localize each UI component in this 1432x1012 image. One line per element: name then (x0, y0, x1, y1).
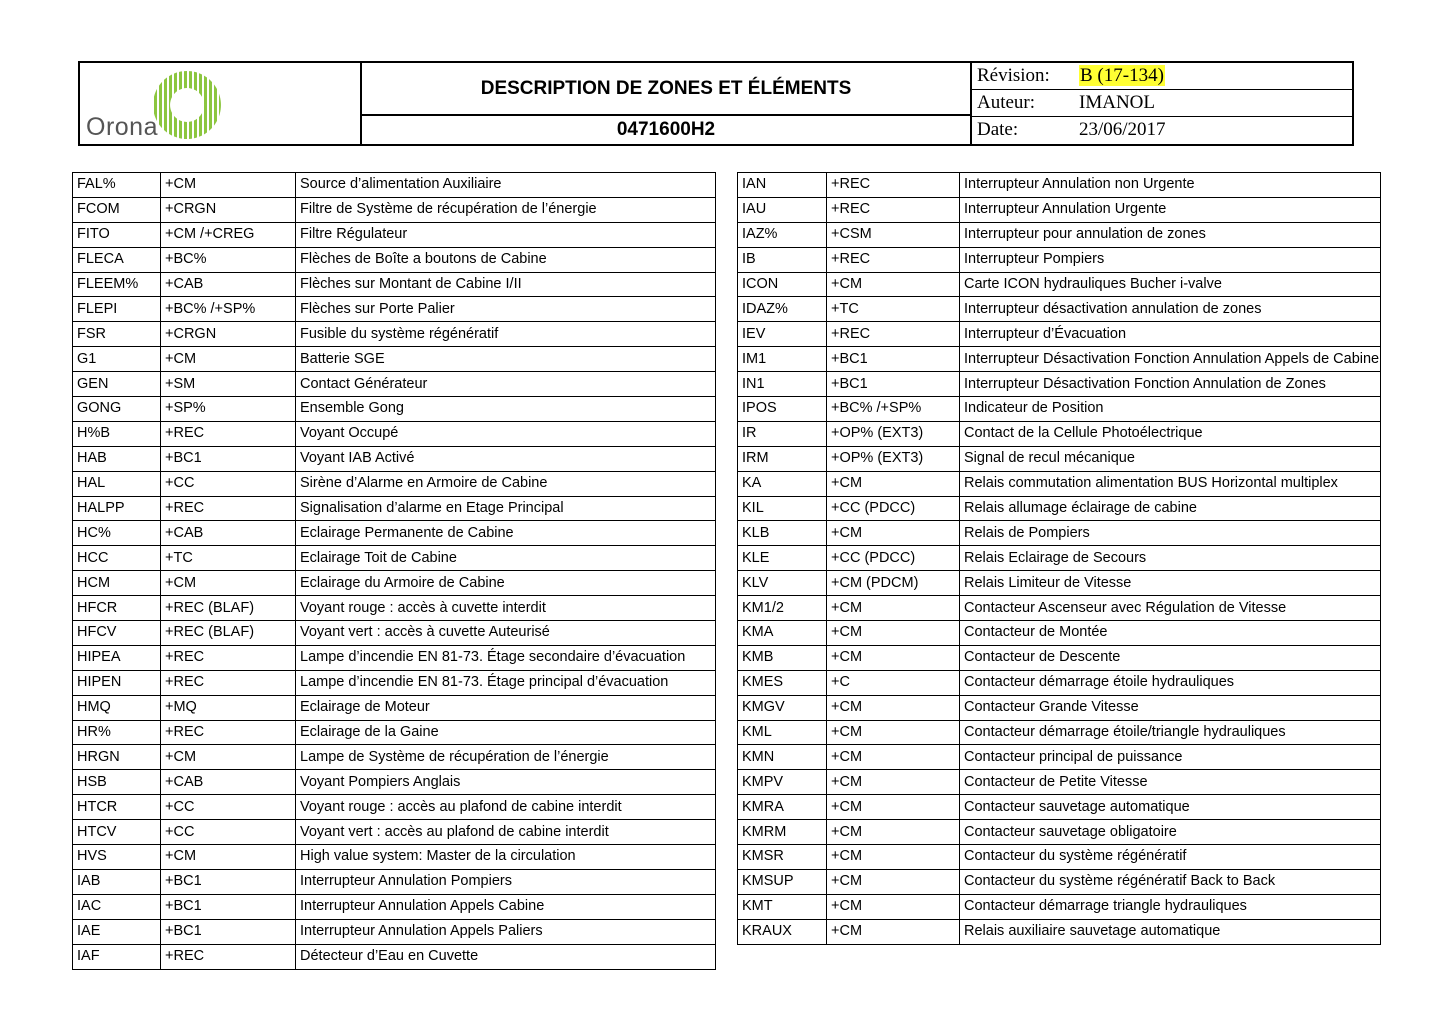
description-cell: Carte ICON hydrauliques Bucher i-valve (960, 272, 1381, 297)
location-cell: +CM /+CREG (161, 222, 296, 247)
location-cell: +REC (161, 670, 296, 695)
table-row (73, 471, 716, 496)
description-cell: Signalisation d’alarme en Etage Principal (296, 496, 716, 521)
table-row (73, 845, 716, 870)
description-cell: Sirène d’Alarme en Armoire de Cabine (296, 471, 716, 496)
title-cell (362, 63, 972, 144)
description-cell: Voyant vert : accès au plafond de cabine interdit (296, 820, 716, 845)
table-row (738, 670, 1381, 695)
codes-table-right (737, 172, 1381, 945)
code-cell: FSR (73, 322, 161, 347)
table-row (738, 919, 1381, 944)
table-row (73, 944, 716, 969)
code-cell: GEN (73, 372, 161, 397)
code-cell: KLV (738, 571, 827, 596)
code-cell: HCC (73, 546, 161, 571)
description-cell: Relais de Pompiers (960, 521, 1381, 546)
codes-table-left (72, 172, 716, 970)
table-row (73, 397, 716, 422)
revision-row (972, 63, 1352, 90)
code-cell: IRM (738, 446, 827, 471)
table-row (73, 770, 716, 795)
table-row (73, 546, 716, 571)
table-row (73, 745, 716, 770)
code-cell: KM1/2 (738, 596, 827, 621)
location-cell: +CM (827, 820, 960, 845)
table-row (738, 521, 1381, 546)
description-cell: Voyant IAB Activé (296, 446, 716, 471)
location-cell: +CM (827, 919, 960, 944)
code-cell: IM1 (738, 347, 827, 372)
table-row (738, 347, 1381, 372)
location-cell: +CM (827, 645, 960, 670)
code-cell: IDAZ% (738, 297, 827, 322)
date-label: Date: (977, 119, 1019, 140)
description-cell: Voyant vert : accès à cuvette Auteurisé (296, 621, 716, 646)
logo-text: Orona (86, 113, 158, 141)
metadata-cell (972, 63, 1352, 144)
table-row (738, 197, 1381, 222)
table-row (73, 919, 716, 944)
description-cell: Interrupteur désactivation annulation de zones (960, 297, 1381, 322)
code-cell: IPOS (738, 397, 827, 422)
code-cell: KMES (738, 670, 827, 695)
code-cell: HFCR (73, 596, 161, 621)
code-cell: KMT (738, 894, 827, 919)
code-cell: KMSUP (738, 869, 827, 894)
table-row (73, 596, 716, 621)
table-row (738, 421, 1381, 446)
description-cell: Contacteur Grande Vitesse (960, 695, 1381, 720)
description-cell: Interrupteur d’Évacuation (960, 322, 1381, 347)
table-row (738, 372, 1381, 397)
location-cell: +SM (161, 372, 296, 397)
table-row (738, 322, 1381, 347)
location-cell: +REC (161, 421, 296, 446)
code-cell: FAL% (73, 173, 161, 198)
table-row (73, 496, 716, 521)
location-cell: +CM (161, 745, 296, 770)
location-cell: +BC1 (161, 446, 296, 471)
code-cell: FCOM (73, 197, 161, 222)
code-cell: HIPEA (73, 645, 161, 670)
code-cell: FLECA (73, 247, 161, 272)
description-cell: Voyant Occupé (296, 421, 716, 446)
code-cell: H%B (73, 421, 161, 446)
description-cell: Interrupteur Désactivation Fonction Annulation Appels de Cabine (960, 347, 1381, 372)
description-cell: High value system: Master de la circulation (296, 845, 716, 870)
location-cell: +CRGN (161, 197, 296, 222)
code-cell: IAN (738, 173, 827, 198)
description-cell: Voyant rouge : accès au plafond de cabine interdit (296, 795, 716, 820)
description-cell: Interrupteur Pompiers (960, 247, 1381, 272)
code-cell: GONG (73, 397, 161, 422)
table-row (73, 222, 716, 247)
code-cell: HIPEN (73, 670, 161, 695)
table-row (73, 347, 716, 372)
location-cell: +CM (827, 272, 960, 297)
location-cell: +CM (161, 173, 296, 198)
logo-cell (80, 63, 362, 144)
code-cell: FLEEM% (73, 272, 161, 297)
code-cell: HAL (73, 471, 161, 496)
table-row (73, 670, 716, 695)
code-cell: KMSR (738, 845, 827, 870)
location-cell: +CRGN (161, 322, 296, 347)
author-row (972, 90, 1352, 117)
table-row (738, 496, 1381, 521)
location-cell: +CM (161, 845, 296, 870)
location-cell: +CC (161, 820, 296, 845)
description-cell: Interrupteur Annulation Pompiers (296, 869, 716, 894)
description-cell: Contacteur principal de puissance (960, 745, 1381, 770)
table-row (73, 322, 716, 347)
location-cell: +REC (827, 197, 960, 222)
table-row (73, 645, 716, 670)
table-row (73, 297, 716, 322)
code-cell: KIL (738, 496, 827, 521)
code-cell: HTCV (73, 820, 161, 845)
location-cell: +CAB (161, 770, 296, 795)
code-cell: IAZ% (738, 222, 827, 247)
code-cell: HAB (73, 446, 161, 471)
location-cell: +REC (161, 496, 296, 521)
code-cell: HALPP (73, 496, 161, 521)
description-cell: Eclairage de Moteur (296, 695, 716, 720)
table-row (73, 372, 716, 397)
location-cell: +CC (161, 795, 296, 820)
description-cell: Ensemble Gong (296, 397, 716, 422)
location-cell: +TC (161, 546, 296, 571)
location-cell: +BC1 (827, 372, 960, 397)
code-cell: KLB (738, 521, 827, 546)
location-cell: +CM (161, 571, 296, 596)
code-cell: KMGV (738, 695, 827, 720)
table-row (738, 571, 1381, 596)
location-cell: +REC (827, 247, 960, 272)
location-cell: +MQ (161, 695, 296, 720)
location-cell: +C (827, 670, 960, 695)
location-cell: +BC% (161, 247, 296, 272)
location-cell: +BC1 (161, 869, 296, 894)
code-cell: KMB (738, 645, 827, 670)
description-cell: Contacteur démarrage étoile hydrauliques (960, 670, 1381, 695)
location-cell: +CM (827, 894, 960, 919)
description-cell: Contacteur de Petite Vitesse (960, 770, 1381, 795)
location-cell: +BC1 (827, 347, 960, 372)
description-cell: Contact Générateur (296, 372, 716, 397)
description-cell: Interrupteur Annulation Urgente (960, 197, 1381, 222)
table-row (73, 421, 716, 446)
table-row (738, 397, 1381, 422)
table-row (738, 645, 1381, 670)
table-row (738, 869, 1381, 894)
table-row (73, 197, 716, 222)
location-cell: +CM (827, 845, 960, 870)
code-cell: IN1 (738, 372, 827, 397)
description-cell: Interrupteur Annulation Appels Cabine (296, 894, 716, 919)
location-cell: +BC% /+SP% (827, 397, 960, 422)
code-cell: KMPV (738, 770, 827, 795)
author-label: Auteur: (977, 92, 1036, 113)
table-row (73, 720, 716, 745)
table-row (73, 571, 716, 596)
location-cell: +REC (BLAF) (161, 596, 296, 621)
location-cell: +CM (827, 471, 960, 496)
table-row (738, 621, 1381, 646)
location-cell: +REC (827, 173, 960, 198)
description-cell: Voyant rouge : accès à cuvette interdit (296, 596, 716, 621)
table-row (738, 845, 1381, 870)
document-code: 0471600H2 (616, 119, 716, 140)
location-cell: +SP% (161, 397, 296, 422)
description-cell: Contacteur du système régénératif Back to Back (960, 869, 1381, 894)
code-cell: IAB (73, 869, 161, 894)
location-cell: +OP% (EXT3) (827, 421, 960, 446)
table-row (73, 446, 716, 471)
code-cell: KA (738, 471, 827, 496)
description-cell: Relais Limiteur de Vitesse (960, 571, 1381, 596)
description-cell: Lampe d’incendie EN 81-73. Étage secondaire d’évacuation (296, 645, 716, 670)
table-row (738, 446, 1381, 471)
code-cell: HFCV (73, 621, 161, 646)
code-cell: ICON (738, 272, 827, 297)
location-cell: +REC (161, 720, 296, 745)
location-cell: +CM (827, 745, 960, 770)
table-row (738, 297, 1381, 322)
table-row (73, 695, 716, 720)
code-cell: KLE (738, 546, 827, 571)
table-row (73, 795, 716, 820)
location-cell: +CAB (161, 272, 296, 297)
table-row (738, 471, 1381, 496)
description-cell: Indicateur de Position (960, 397, 1381, 422)
code-cell: HSB (73, 770, 161, 795)
code-cell: KRAUX (738, 919, 827, 944)
document-title: DESCRIPTION DE ZONES ET ÉLÉMENTS (362, 63, 970, 116)
description-cell: Voyant Pompiers Anglais (296, 770, 716, 795)
description-cell: Eclairage Toit de Cabine (296, 546, 716, 571)
description-cell: Contacteur sauvetage obligatoire (960, 820, 1381, 845)
table-row (73, 173, 716, 198)
document-header (78, 61, 1354, 146)
location-cell: +TC (827, 297, 960, 322)
revision-value: B (17-134) (1080, 65, 1164, 86)
location-cell: +CC (161, 471, 296, 496)
description-cell: Batterie SGE (296, 347, 716, 372)
location-cell: +REC (161, 645, 296, 670)
code-cell: KMRA (738, 795, 827, 820)
code-cell: FLEPI (73, 297, 161, 322)
code-cell: HC% (73, 521, 161, 546)
description-cell: Flèches sur Montant de Cabine I/II (296, 272, 716, 297)
code-cell: IAU (738, 197, 827, 222)
table-row (738, 272, 1381, 297)
table-row (738, 820, 1381, 845)
table-row (73, 621, 716, 646)
code-cell: IR (738, 421, 827, 446)
description-cell: Source d’alimentation Auxiliaire (296, 173, 716, 198)
location-cell: +CM (827, 695, 960, 720)
table-row (738, 894, 1381, 919)
description-cell: Lampe de Système de récupération de l’énergie (296, 745, 716, 770)
code-cell: IAF (73, 944, 161, 969)
code-cell: IAE (73, 919, 161, 944)
location-cell: +BC% /+SP% (161, 297, 296, 322)
location-cell: +OP% (EXT3) (827, 446, 960, 471)
code-cell: IB (738, 247, 827, 272)
location-cell: +BC1 (161, 894, 296, 919)
code-cell: G1 (73, 347, 161, 372)
description-cell: Flèches sur Porte Palier (296, 297, 716, 322)
table-row (738, 745, 1381, 770)
table-row (73, 894, 716, 919)
description-cell: Contact de la Cellule Photoélectrique (960, 421, 1381, 446)
location-cell: +CM (161, 347, 296, 372)
code-cell: KMA (738, 621, 827, 646)
description-cell: Filtre de Système de récupération de l’énergie (296, 197, 716, 222)
location-cell: +CM (PDCM) (827, 571, 960, 596)
table-row (738, 795, 1381, 820)
location-cell: +CC (PDCC) (827, 546, 960, 571)
location-cell: +CM (827, 770, 960, 795)
location-cell: +REC (161, 944, 296, 969)
description-cell: Fusible du système régénératif (296, 322, 716, 347)
code-cell: HTCR (73, 795, 161, 820)
description-cell: Relais allumage éclairage de cabine (960, 496, 1381, 521)
table-row (738, 770, 1381, 795)
location-cell: +CAB (161, 521, 296, 546)
table-row (73, 820, 716, 845)
code-cell: HCM (73, 571, 161, 596)
description-cell: Interrupteur Annulation Appels Paliers (296, 919, 716, 944)
code-cell: HMQ (73, 695, 161, 720)
description-cell: Contacteur de Montée (960, 621, 1381, 646)
description-cell: Eclairage de la Gaine (296, 720, 716, 745)
description-cell: Eclairage du Armoire de Cabine (296, 571, 716, 596)
code-cell: IAC (73, 894, 161, 919)
table-row (73, 272, 716, 297)
table-row (738, 546, 1381, 571)
description-cell: Relais Eclairage de Secours (960, 546, 1381, 571)
date-value: 23/06/2017 (1079, 119, 1166, 140)
code-cell: IEV (738, 322, 827, 347)
table-row (738, 173, 1381, 198)
table-row (73, 521, 716, 546)
table-row (73, 869, 716, 894)
description-cell: Contacteur sauvetage automatique (960, 795, 1381, 820)
date-row (972, 117, 1352, 144)
code-cell: KMRM (738, 820, 827, 845)
description-cell: Lampe d’incendie EN 81-73. Étage principal d’évacuation (296, 670, 716, 695)
description-cell: Contacteur démarrage étoile/triangle hydrauliques (960, 720, 1381, 745)
revision-label: Révision: (977, 65, 1050, 86)
description-cell: Contacteur Ascenseur avec Régulation de Vitesse (960, 596, 1381, 621)
location-cell: +CM (827, 869, 960, 894)
table-row (73, 247, 716, 272)
location-cell: +BC1 (161, 919, 296, 944)
table-row (738, 695, 1381, 720)
description-cell: Filtre Régulateur (296, 222, 716, 247)
location-cell: +CM (827, 521, 960, 546)
code-cell: HR% (73, 720, 161, 745)
table-row (738, 247, 1381, 272)
location-cell: +CM (827, 795, 960, 820)
location-cell: +CM (827, 621, 960, 646)
location-cell: +CM (827, 720, 960, 745)
location-cell: +REC (BLAF) (161, 621, 296, 646)
description-cell: Relais commutation alimentation BUS Horizontal multiplex (960, 471, 1381, 496)
location-cell: +CC (PDCC) (827, 496, 960, 521)
code-cell: HRGN (73, 745, 161, 770)
code-cell: HVS (73, 845, 161, 870)
code-cell: FITO (73, 222, 161, 247)
description-cell: Interrupteur pour annulation de zones (960, 222, 1381, 247)
description-cell: Contacteur de Descente (960, 645, 1381, 670)
description-cell: Flèches de Boîte a boutons de Cabine (296, 247, 716, 272)
table-row (738, 720, 1381, 745)
description-cell: Relais auxiliaire sauvetage automatique (960, 919, 1381, 944)
location-cell: +CM (827, 596, 960, 621)
location-cell: +CSM (827, 222, 960, 247)
description-cell: Contacteur démarrage triangle hydrauliques (960, 894, 1381, 919)
description-cell: Signal de recul mécanique (960, 446, 1381, 471)
location-cell: +REC (827, 322, 960, 347)
code-cell: KML (738, 720, 827, 745)
description-cell: Interrupteur Désactivation Fonction Annulation de Zones (960, 372, 1381, 397)
description-cell: Détecteur d’Eau en Cuvette (296, 944, 716, 969)
table-row (738, 222, 1381, 247)
author-value: IMANOL (1079, 92, 1155, 113)
description-cell: Eclairage Permanente de Cabine (296, 521, 716, 546)
code-cell: KMN (738, 745, 827, 770)
description-cell: Interrupteur Annulation non Urgente (960, 173, 1381, 198)
table-row (738, 596, 1381, 621)
description-cell: Contacteur du système régénératif (960, 845, 1381, 870)
